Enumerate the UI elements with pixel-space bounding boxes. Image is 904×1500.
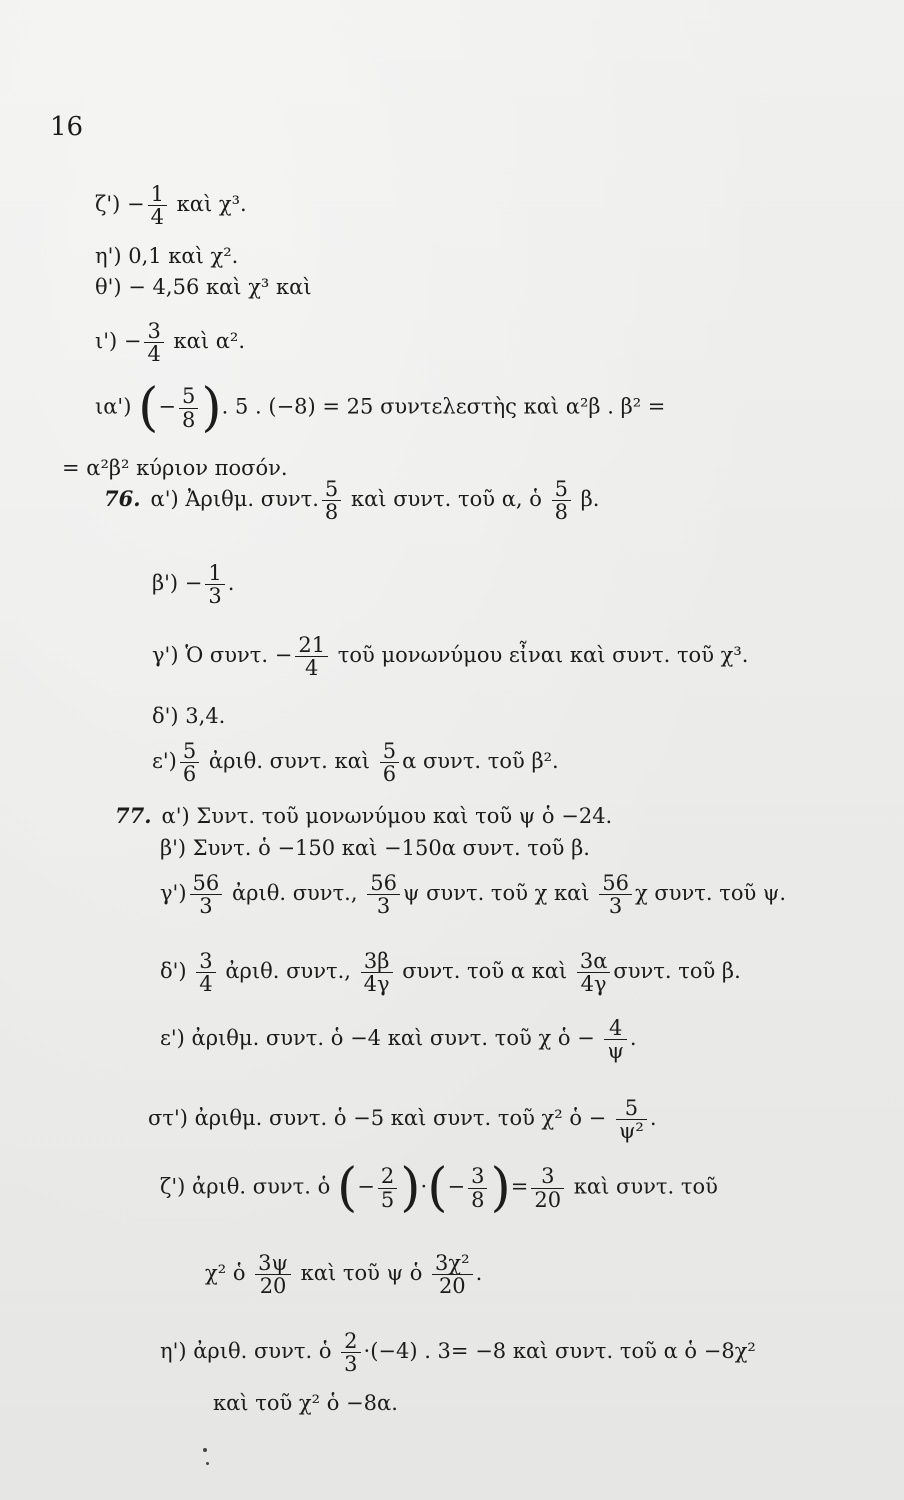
fraction xyxy=(179,385,198,430)
answer-line-z xyxy=(95,183,247,228)
answer-line-d77 xyxy=(160,950,741,995)
fraction-numerator: 5 xyxy=(322,478,341,501)
fraction xyxy=(180,740,199,785)
fraction-denominator: 4 xyxy=(150,205,164,230)
fraction-numerator: 3β xyxy=(361,950,393,973)
text-run: β') Συντ. ὁ −150 καὶ −150α συντ. τοῦ β. xyxy=(160,836,590,860)
fraction-numerator: 5 xyxy=(180,740,199,763)
answer-line-h77 xyxy=(160,1330,756,1375)
fraction-denominator: 8 xyxy=(324,500,339,525)
text-run: − xyxy=(357,1174,375,1199)
text-run: . xyxy=(475,1261,483,1286)
text-run: ἀριθ. συντ. καὶ xyxy=(202,749,377,774)
large-parenthesis: ) xyxy=(490,1158,511,1218)
fraction-denominator: 20 xyxy=(438,1274,466,1299)
fraction-denominator: 3 xyxy=(208,584,222,609)
fraction xyxy=(295,634,328,679)
answer-line-g76 xyxy=(152,634,748,679)
answer-line-b77 xyxy=(160,838,590,859)
fraction-denominator: 8 xyxy=(181,407,196,432)
fraction-denominator: 8 xyxy=(471,1187,485,1212)
text-run: θ') − 4,56 καὶ χ³ καὶ xyxy=(95,275,312,299)
fraction-numerator: 2 xyxy=(378,1165,397,1188)
fraction xyxy=(531,1165,564,1210)
text-run: η') 0,1 καὶ χ². xyxy=(95,244,239,268)
page-number: 16 xyxy=(50,112,84,142)
text-run: α συντ. τοῦ β². xyxy=(402,749,559,774)
fraction-numerator: 5 xyxy=(616,1097,647,1120)
fraction-denominator: 3 xyxy=(344,1352,358,1377)
fraction xyxy=(341,1330,360,1375)
text-run: η') ἀριθ. συντ. ὁ xyxy=(160,1339,339,1364)
answer-line-s76 xyxy=(104,478,599,523)
text-run: α') Ἀριθμ. συντ. xyxy=(150,487,319,512)
section-number: 77. xyxy=(115,803,152,828)
fraction-numerator: 5 xyxy=(552,478,571,501)
fraction xyxy=(616,1097,647,1142)
fraction xyxy=(205,562,224,607)
answer-line-h77b xyxy=(213,1393,398,1414)
text-run: συντ. τοῦ β. xyxy=(613,959,741,984)
text-run: . xyxy=(227,571,235,596)
fraction-numerator: 21 xyxy=(295,634,328,657)
text-run: ἀριθ. συντ., xyxy=(225,881,365,906)
fraction-numerator: 3 xyxy=(468,1165,487,1188)
answer-line-ia xyxy=(95,378,666,438)
fraction-denominator: ψ² xyxy=(618,1119,644,1144)
text-run: ζ') ἀριθ. συντ. ὁ xyxy=(160,1174,337,1199)
fraction-denominator: 3 xyxy=(608,894,623,919)
text-run: ε') xyxy=(152,749,177,774)
text-run: β. xyxy=(573,487,600,512)
fraction-numerator: 1 xyxy=(148,183,167,206)
text-run: · xyxy=(420,1174,428,1199)
text-run: γ') Ὁ συντ. − xyxy=(152,643,293,668)
text-run: α') Συντ. τοῦ μονωνύμου καὶ τοῦ ψ ὁ −24. xyxy=(161,804,613,828)
fraction xyxy=(604,1017,626,1062)
fraction-numerator: 3α xyxy=(577,950,611,973)
fraction xyxy=(148,183,167,228)
text-run: δ') xyxy=(160,959,194,984)
text-run: . xyxy=(649,1106,657,1131)
fraction-numerator: 3 xyxy=(531,1165,564,1188)
answer-line-b76 xyxy=(152,562,234,607)
fraction-numerator: 5 xyxy=(380,740,399,763)
fraction-numerator: 2 xyxy=(341,1330,360,1353)
fraction-numerator: 3ψ xyxy=(255,1252,291,1275)
fraction xyxy=(577,950,611,995)
text-run: ἀριθ. συντ., xyxy=(218,959,358,984)
text-run: συντ. τοῦ α καὶ xyxy=(395,959,574,984)
text-run: καὶ συντ. τοῦ α, ὁ xyxy=(344,487,549,512)
fraction-denominator: 4 xyxy=(199,972,213,997)
fraction xyxy=(190,872,223,917)
text-run: καὶ τοῦ ψ ὁ xyxy=(293,1261,430,1286)
text-run: χ συντ. τοῦ ψ. xyxy=(634,881,787,906)
answer-line-ia2 xyxy=(62,458,288,479)
large-parenthesis: ( xyxy=(336,1158,358,1218)
fraction xyxy=(196,950,215,995)
fraction xyxy=(367,872,400,917)
text-run: τοῦ μονωνύμου εἶναι καὶ συντ. τοῦ χ³. xyxy=(331,643,749,668)
fraction-denominator: 6 xyxy=(382,762,397,787)
fraction xyxy=(468,1165,487,1210)
fraction-denominator: 5 xyxy=(380,1187,395,1212)
text-run: ·(−4) . 3= −8 καὶ συντ. τοῦ α ὁ −8χ² xyxy=(363,1339,756,1364)
text-run: ψ συντ. τοῦ χ καὶ xyxy=(402,881,597,906)
print-speck xyxy=(203,1448,207,1452)
answer-line-eta xyxy=(95,246,238,267)
text-run: καὶ συντ. τοῦ xyxy=(567,1174,718,1199)
fraction-numerator: 56 xyxy=(599,872,632,895)
answer-line-iota xyxy=(95,320,245,365)
text-run: − xyxy=(447,1174,466,1199)
answer-line-s77 xyxy=(115,805,612,827)
fraction xyxy=(552,478,571,523)
text-run: γ') xyxy=(160,881,187,906)
text-run: χ² ὁ xyxy=(205,1261,253,1286)
answer-line-e77 xyxy=(160,1017,637,1062)
section-number: 76. xyxy=(104,486,141,512)
fraction-denominator: ψ xyxy=(607,1039,624,1064)
fraction xyxy=(255,1252,291,1297)
fraction-numerator: 3 xyxy=(196,950,215,973)
fraction xyxy=(361,950,393,995)
fraction-denominator: 6 xyxy=(182,762,197,787)
print-speck xyxy=(206,1462,209,1465)
answer-line-theta xyxy=(95,277,312,298)
fraction xyxy=(432,1252,473,1297)
large-parenthesis: ) xyxy=(400,1158,421,1218)
fraction-denominator: 4 xyxy=(147,342,161,367)
text-run: καὶ α². xyxy=(166,329,246,354)
text-run: ια') xyxy=(95,394,139,419)
fraction-numerator: 3χ² xyxy=(432,1252,473,1275)
fraction-denominator: 4 xyxy=(305,656,319,681)
text-run: δ') 3,4. xyxy=(152,704,226,728)
answer-line-d76 xyxy=(152,706,225,727)
fraction-denominator: 20 xyxy=(259,1274,287,1299)
text-run: . xyxy=(629,1026,637,1051)
text-run: στ') ἀριθμ. συντ. ὁ −5 καὶ συντ. τοῦ χ² ὁ − xyxy=(148,1106,613,1131)
fraction-numerator: 3 xyxy=(144,320,163,343)
fraction xyxy=(599,872,632,917)
text-run: = xyxy=(510,1174,529,1199)
answer-line-st77 xyxy=(148,1097,657,1142)
text-run: καὶ τοῦ χ² ὁ −8α. xyxy=(213,1391,398,1415)
fraction-numerator: 4 xyxy=(604,1017,626,1040)
fraction xyxy=(144,320,163,365)
text-run: = α²β² κύριον ποσόν. xyxy=(62,456,288,480)
fraction-denominator: 3 xyxy=(376,894,391,919)
fraction-numerator: 56 xyxy=(190,872,223,895)
fraction-denominator: 4γ xyxy=(363,972,390,997)
fraction-denominator: 8 xyxy=(554,500,568,525)
large-parenthesis: ( xyxy=(427,1158,448,1218)
fraction xyxy=(380,740,399,785)
text-run: β') − xyxy=(152,571,203,596)
fraction xyxy=(378,1165,397,1210)
fraction-numerator: 5 xyxy=(179,385,198,408)
answer-line-e76 xyxy=(152,740,559,785)
text-run: ι') − xyxy=(95,329,142,354)
fraction-denominator: 20 xyxy=(534,1187,562,1212)
large-parenthesis: ( xyxy=(138,378,159,438)
fraction-numerator: 1 xyxy=(205,562,224,585)
large-parenthesis: ) xyxy=(201,378,222,438)
answer-line-z77b xyxy=(205,1252,482,1297)
fraction xyxy=(322,478,341,523)
text-run: ζ') − xyxy=(95,192,145,217)
text-run: καὶ χ³. xyxy=(170,192,247,217)
answer-line-g77 xyxy=(160,872,786,917)
answer-line-z77 xyxy=(160,1158,718,1218)
fraction-numerator: 56 xyxy=(367,872,400,895)
text-run: − xyxy=(158,394,176,419)
fraction-denominator: 4γ xyxy=(580,972,607,997)
text-run: ε') ἀριθμ. συντ. ὁ −4 καὶ συντ. τοῦ χ ὁ − xyxy=(160,1026,602,1051)
text-run: . 5 . (−8) = 25 συντελεστὴς καὶ α²β . β² = xyxy=(221,394,666,419)
fraction-denominator: 3 xyxy=(199,894,213,919)
